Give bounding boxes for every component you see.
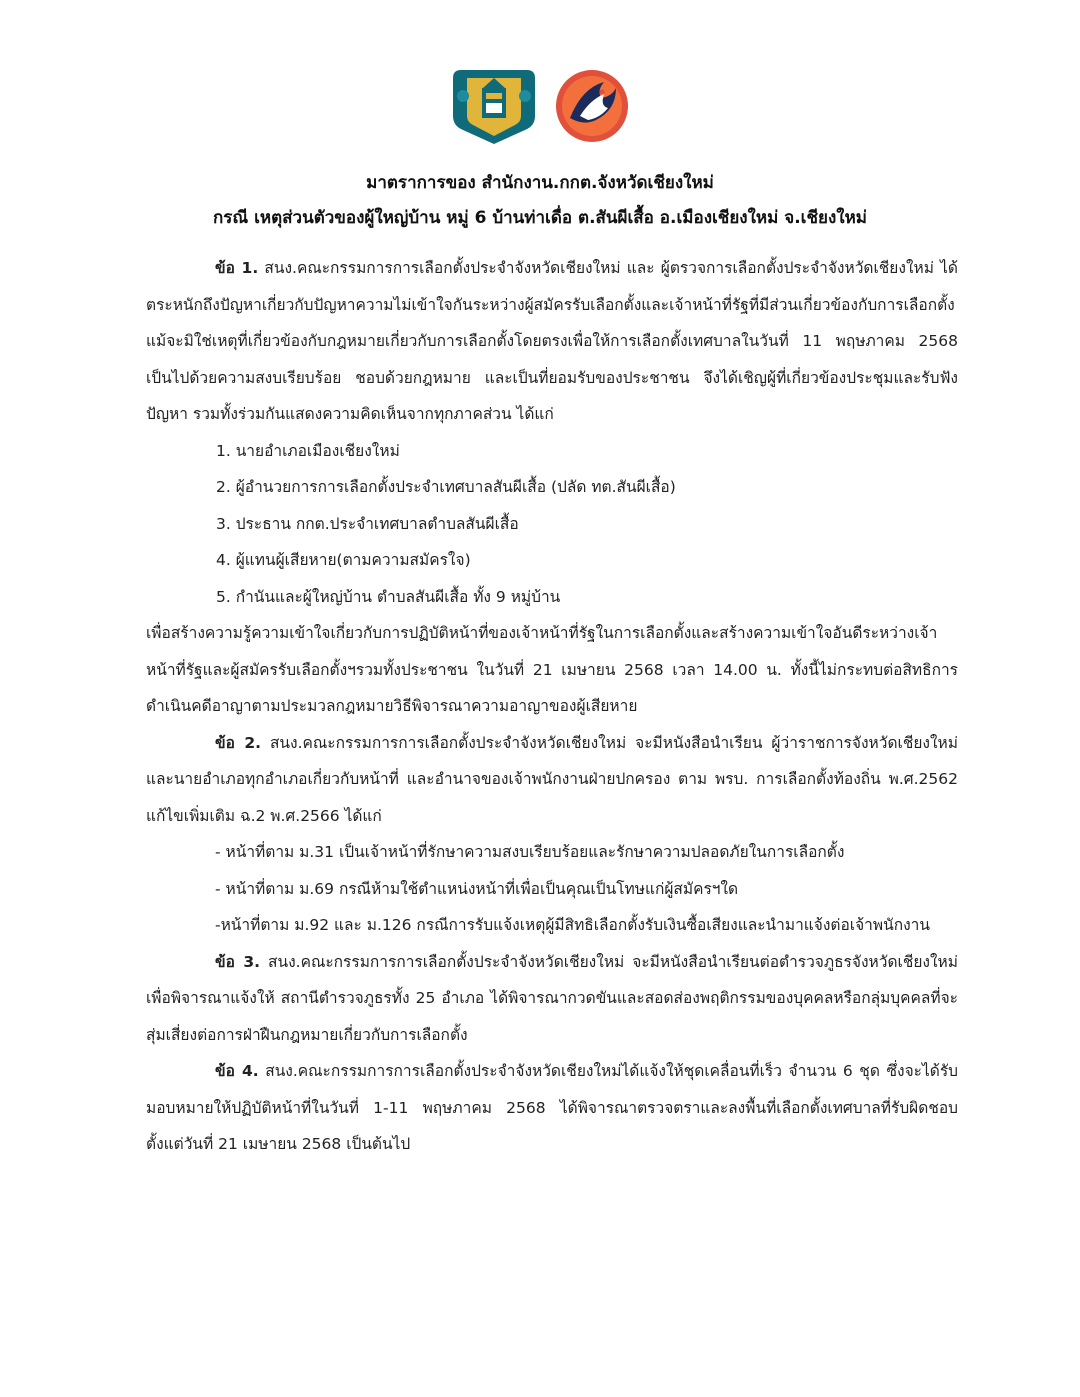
item-1-conclusion: เพื่อสร้างความรู้ความเข้าใจเกี่ยวกับการปฏิบัติหน้าที่ของเจ้าหน้าที่รัฐในการเลือกตั้งและสร้างความเข้าใจอันดีระหว่างเจ้าหน้าที่รัฐและผู้สมัครรับเลือกตั้งฯรวมทั้งประชาชน ในวันที่ 21 เมษายน 2568 เวลา 14.00 น. ทั้งนี้ไม่กระทบต่อสิทธิการดำเนินคดีอาญาตามประมวลกฎหมายวิธีพิจารณาความอาญาของผู้เสียหาย [146,624,958,715]
duty-item: -หน้าที่ตาม ม.92 และ ม.126 กรณีการรับแจ้งเหตุผู้มีสิทธิเลือกตั้งรับเงินซื้อเสียงและนำมาแจ้งต่อเจ้าพนักงาน [215,916,930,934]
item-3-text: สนง.คณะกรรมการการเลือกตั้งประจำจังหวัดเชียงใหม่ จะมีหนังสือนำเรียนต่อตำรวจภูธรจังหวัดเชียงใหม่เพื่อพิจารณาแจ้งให้ สถานีตำรวจภูธรทั้ง 25 อำเภอ ได้พิจารณากวดขันและสอดส่องพฤติกรรมของบุคคลหรือกลุ่มบุคคลที่จะสุ่มเสี่ยงต่อการฝ่าฝืนกฎหมายเกี่ยวกับการเลือกตั้ง [146,952,958,1044]
document-title-line-1: มาตราการของ สำนักงาน.กกต.จังหวัดเชียงใหม่ [366,173,714,193]
document-body [146,250,958,1163]
logo-area [0,66,1080,146]
item-1-label: ข้อ 1. [215,259,259,277]
item-2-label: ข้อ 2. [215,733,261,752]
item-1-paragraph [146,250,958,433]
list-item: 4. ผู้แทนผู้เสียหาย(ตามความสมัครใจ) [216,551,471,569]
item-1-text: สนง.คณะกรรมการการเลือกตั้งประจำจังหวัดเชียงใหม่ และ ผู้ตรวจการเลือกตั้งประจำจังหวัดเชียงใหม่ ได้ตระหนักถึงปัญหาเกี่ยวกับปัญหาความไม่เข้าใจกันระหว่างผู้สมัครรับเลือกตั้งและเจ้าหน้าที่รัฐที่มีส่วนเกี่ยวข้องกับการเลือกตั้งแม้จะมิใช่เหตุที่เกี่ยวข้องกับกฎหมายเกี่ยวกับการเลือกตั้งโดยตรงเพื่อให้การเลือกตั้งเทศบาลในวันที่ 11 พฤษภาคม 2568 เป็นไปด้วยความสงบเรียบร้อย ชอบด้วยกฎหมาย และเป็นที่ยอมรับของประชาชน จึงได้เชิญผู้ที่เกี่ยวข้องประชุมและรับฟังปัญหา รวมทั้งร่วมกันแสดงความคิดเห็นจากทุกภาคส่วน ได้แก่ [146,259,958,423]
list-item: 2. ผู้อำนวยการการเลือกตั้งประจำเทศบาลสันผีเสื้อ (ปลัด ทต.สันผีเสื้อ) [216,478,676,496]
item-3-paragraph [146,944,958,1054]
document-title-line-2: กรณี เหตุส่วนตัวของผู้ใหญ่บ้าน หมู่ 6 บ้านท่าเดื่อ ต.สันผีเสื้อ อ.เมืองเชียงใหม่ จ.เชียงใหม่ [213,208,867,228]
item-4-text: สนง.คณะกรรมการการเลือกตั้งประจำจังหวัดเชียงใหม่ได้แจ้งให้ชุดเคลื่อนที่เร็ว จำนวน 6 ชุด ซึ่งจะได้รับมอบหมายให้ปฏิบัติหน้าที่ในวันที่ 1-11 พฤษภาคม 2568 ได้พิจารณาตรวจตราและลงพื้นที่เลือกตั้งเทศบาลที่รับผิดชอบ ตั้งแต่วันที่ 21 เมษายน 2568 เป็นต้นไป [146,1062,958,1153]
election-commission-logo [449,66,539,146]
item-3-label: ข้อ 3. [215,952,261,971]
phoenix-emblem-logo [552,66,632,146]
item-4-label: ข้อ 4. [215,1062,259,1080]
duty-item: - หน้าที่ตาม ม.31 เป็นเจ้าหน้าที่รักษาความสงบเรียบร้อยและรักษาความปลอดภัยในการเลือกตั้ง [215,843,845,861]
item-2-text: สนง.คณะกรรมการการเลือกตั้งประจำจังหวัดเชียงใหม่ จะมีหนังสือนำเรียน ผู้ว่าราชการจังหวัดเชียงใหม่และนายอำเภอทุกอำเภอเกี่ยวกับหน้าที่ และอำนาจของเจ้าพนักงานฝ่ายปกครอง ตาม พรบ. การเลือกตั้งท้องถิ่น พ.ศ.2562 แก้ไขเพิ่มเติม ฉ.2 พ.ศ.2566 ได้แก่ [146,733,958,825]
list-item: 1. นายอำเภอเมืองเชียงใหม่ [216,441,400,460]
item-2-paragraph [146,725,958,835]
list-item: 3. ประธาน กกต.ประจำเทศบาลตำบลสันผีเสื้อ [216,514,519,533]
list-item: 5. กำนันและผู้ใหญ่บ้าน ตำบลสันผีเสื้อ ทั้ง 9 หมู่บ้าน [216,587,561,606]
duty-item: - หน้าที่ตาม ม.69 กรณีห้ามใช้ตำแหน่งหน้าที่เพื่อเป็นคุณเป็นโทษแก่ผู้สมัครฯใด [215,879,739,898]
item-4-paragraph [146,1053,958,1163]
